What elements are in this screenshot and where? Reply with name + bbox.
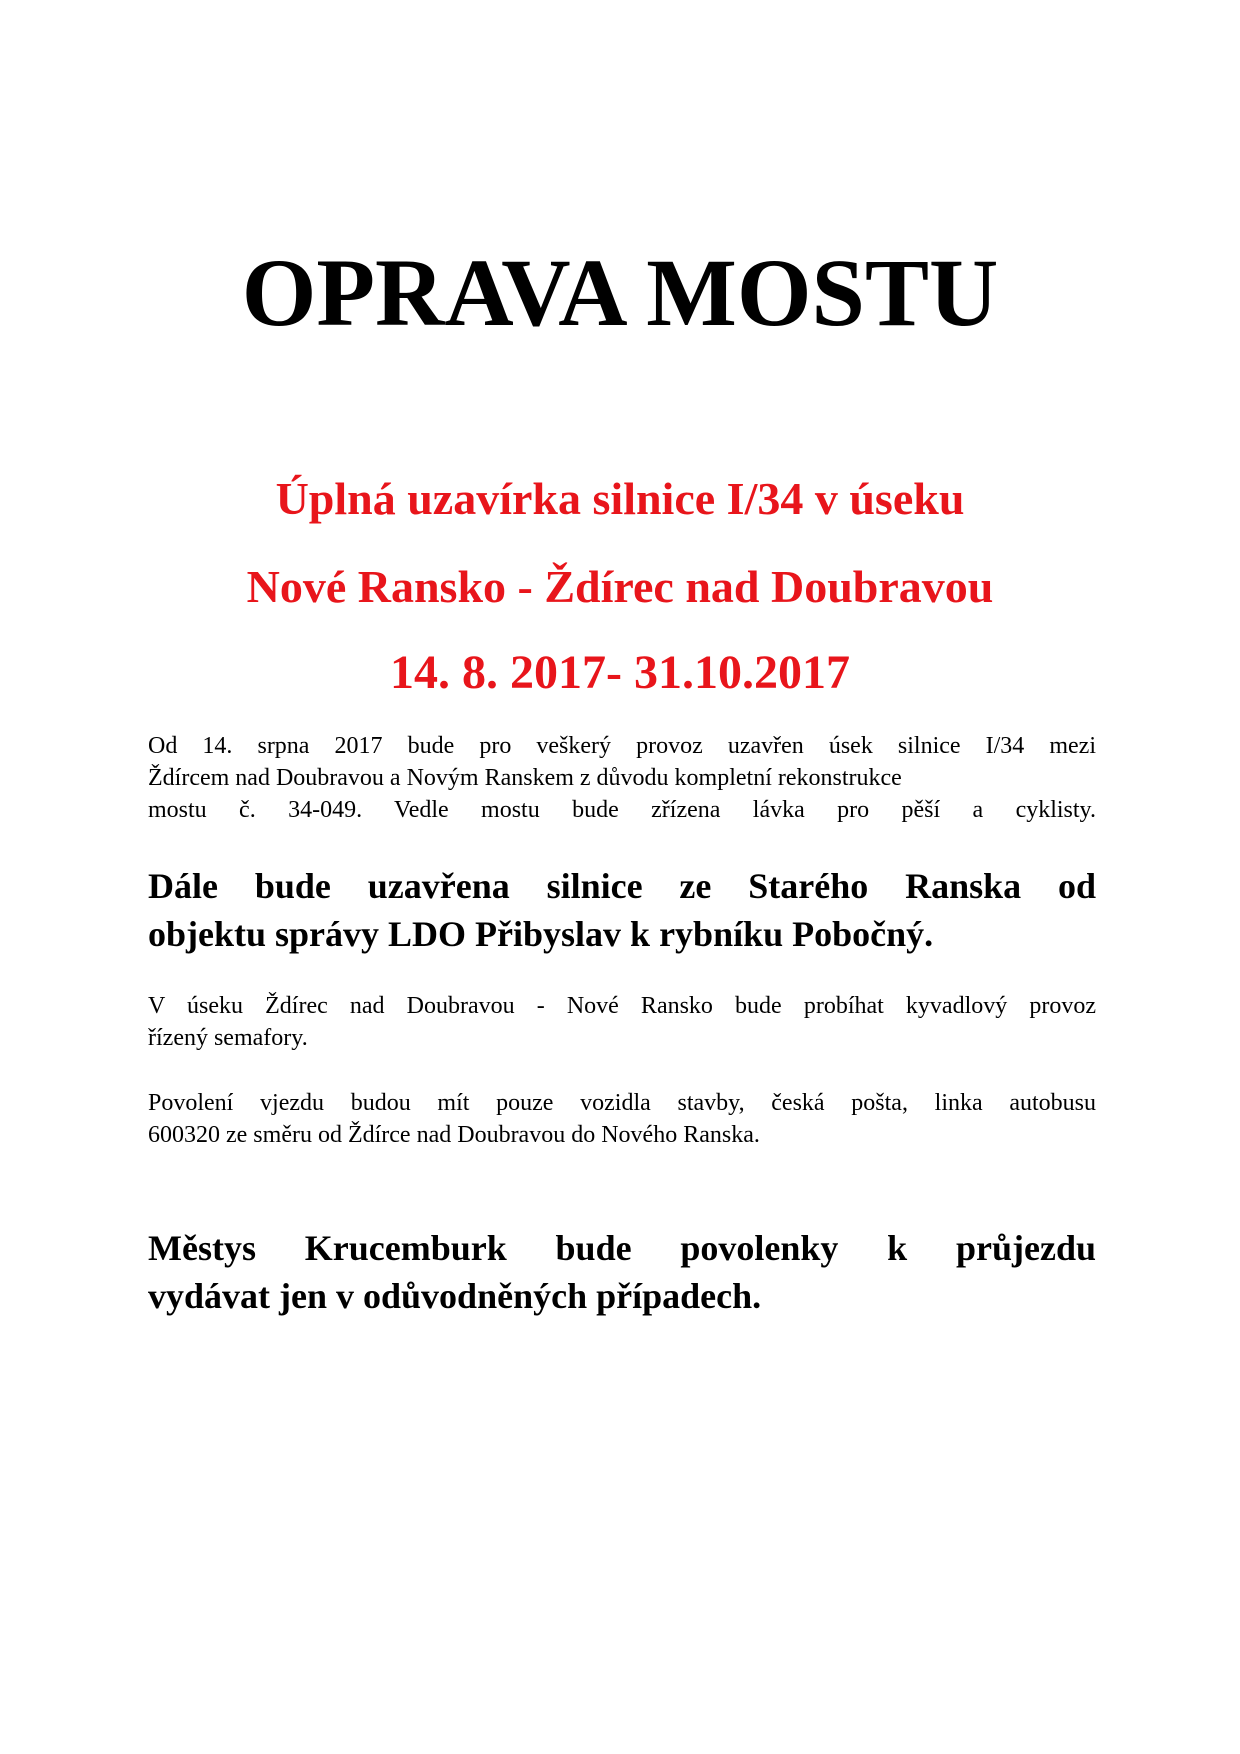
paragraph-line: vydávat jen v odůvodněných případech.	[148, 1276, 762, 1316]
paragraph-line: Městys Krucemburk bude povolenky k průjezdu	[148, 1228, 1096, 1268]
document-title: OPRAVA MOSTU	[241, 239, 999, 346]
paragraph-line: řízený semafory.	[148, 1025, 308, 1051]
paragraph-line: 600320 ze směru od Ždírce nad Doubravou do Nového Ranska.	[148, 1122, 760, 1148]
closure-heading-line1: Úplná uzavírka silnice I/34 v úseku	[275, 473, 965, 524]
paragraph-line: mostu č. 34-049. Vedle mostu bude zřízena lávka pro pěší a cyklisty.	[148, 797, 1096, 823]
closure-dates: 14. 8. 2017- 31.10.2017	[390, 646, 850, 699]
paragraph-line: Dále bude uzavřena silnice ze Starého Ranska od	[148, 866, 1096, 906]
paragraph-line: V úseku Ždírec nad Doubravou - Nové Ransko bude probíhat kyvadlový provoz	[148, 993, 1096, 1019]
additional-closure-paragraph	[148, 862, 1096, 958]
paragraph-line: objektu správy LDO Přibyslav k rybníku Pobočný.	[148, 914, 934, 954]
traffic-lights-paragraph	[148, 990, 1096, 1054]
closure-heading-line2: Nové Ransko - Ždírec nad Doubravou	[246, 561, 994, 612]
paragraph-line: Povolení vjezdu budou mít pouze vozidla stavby, česká pošta, linka autobusu	[148, 1090, 1096, 1116]
paragraph-line: Od 14. srpna 2017 bude pro veškerý provoz uzavřen úsek silnice I/34 mezi	[148, 733, 1096, 759]
closure-info-paragraph	[148, 730, 1096, 826]
paragraph-line: Ždírcem nad Doubravou a Novým Ranskem z důvodu kompletní rekonstrukce	[148, 765, 902, 791]
permit-notice-paragraph	[148, 1224, 1096, 1320]
entry-permission-paragraph	[148, 1087, 1096, 1151]
